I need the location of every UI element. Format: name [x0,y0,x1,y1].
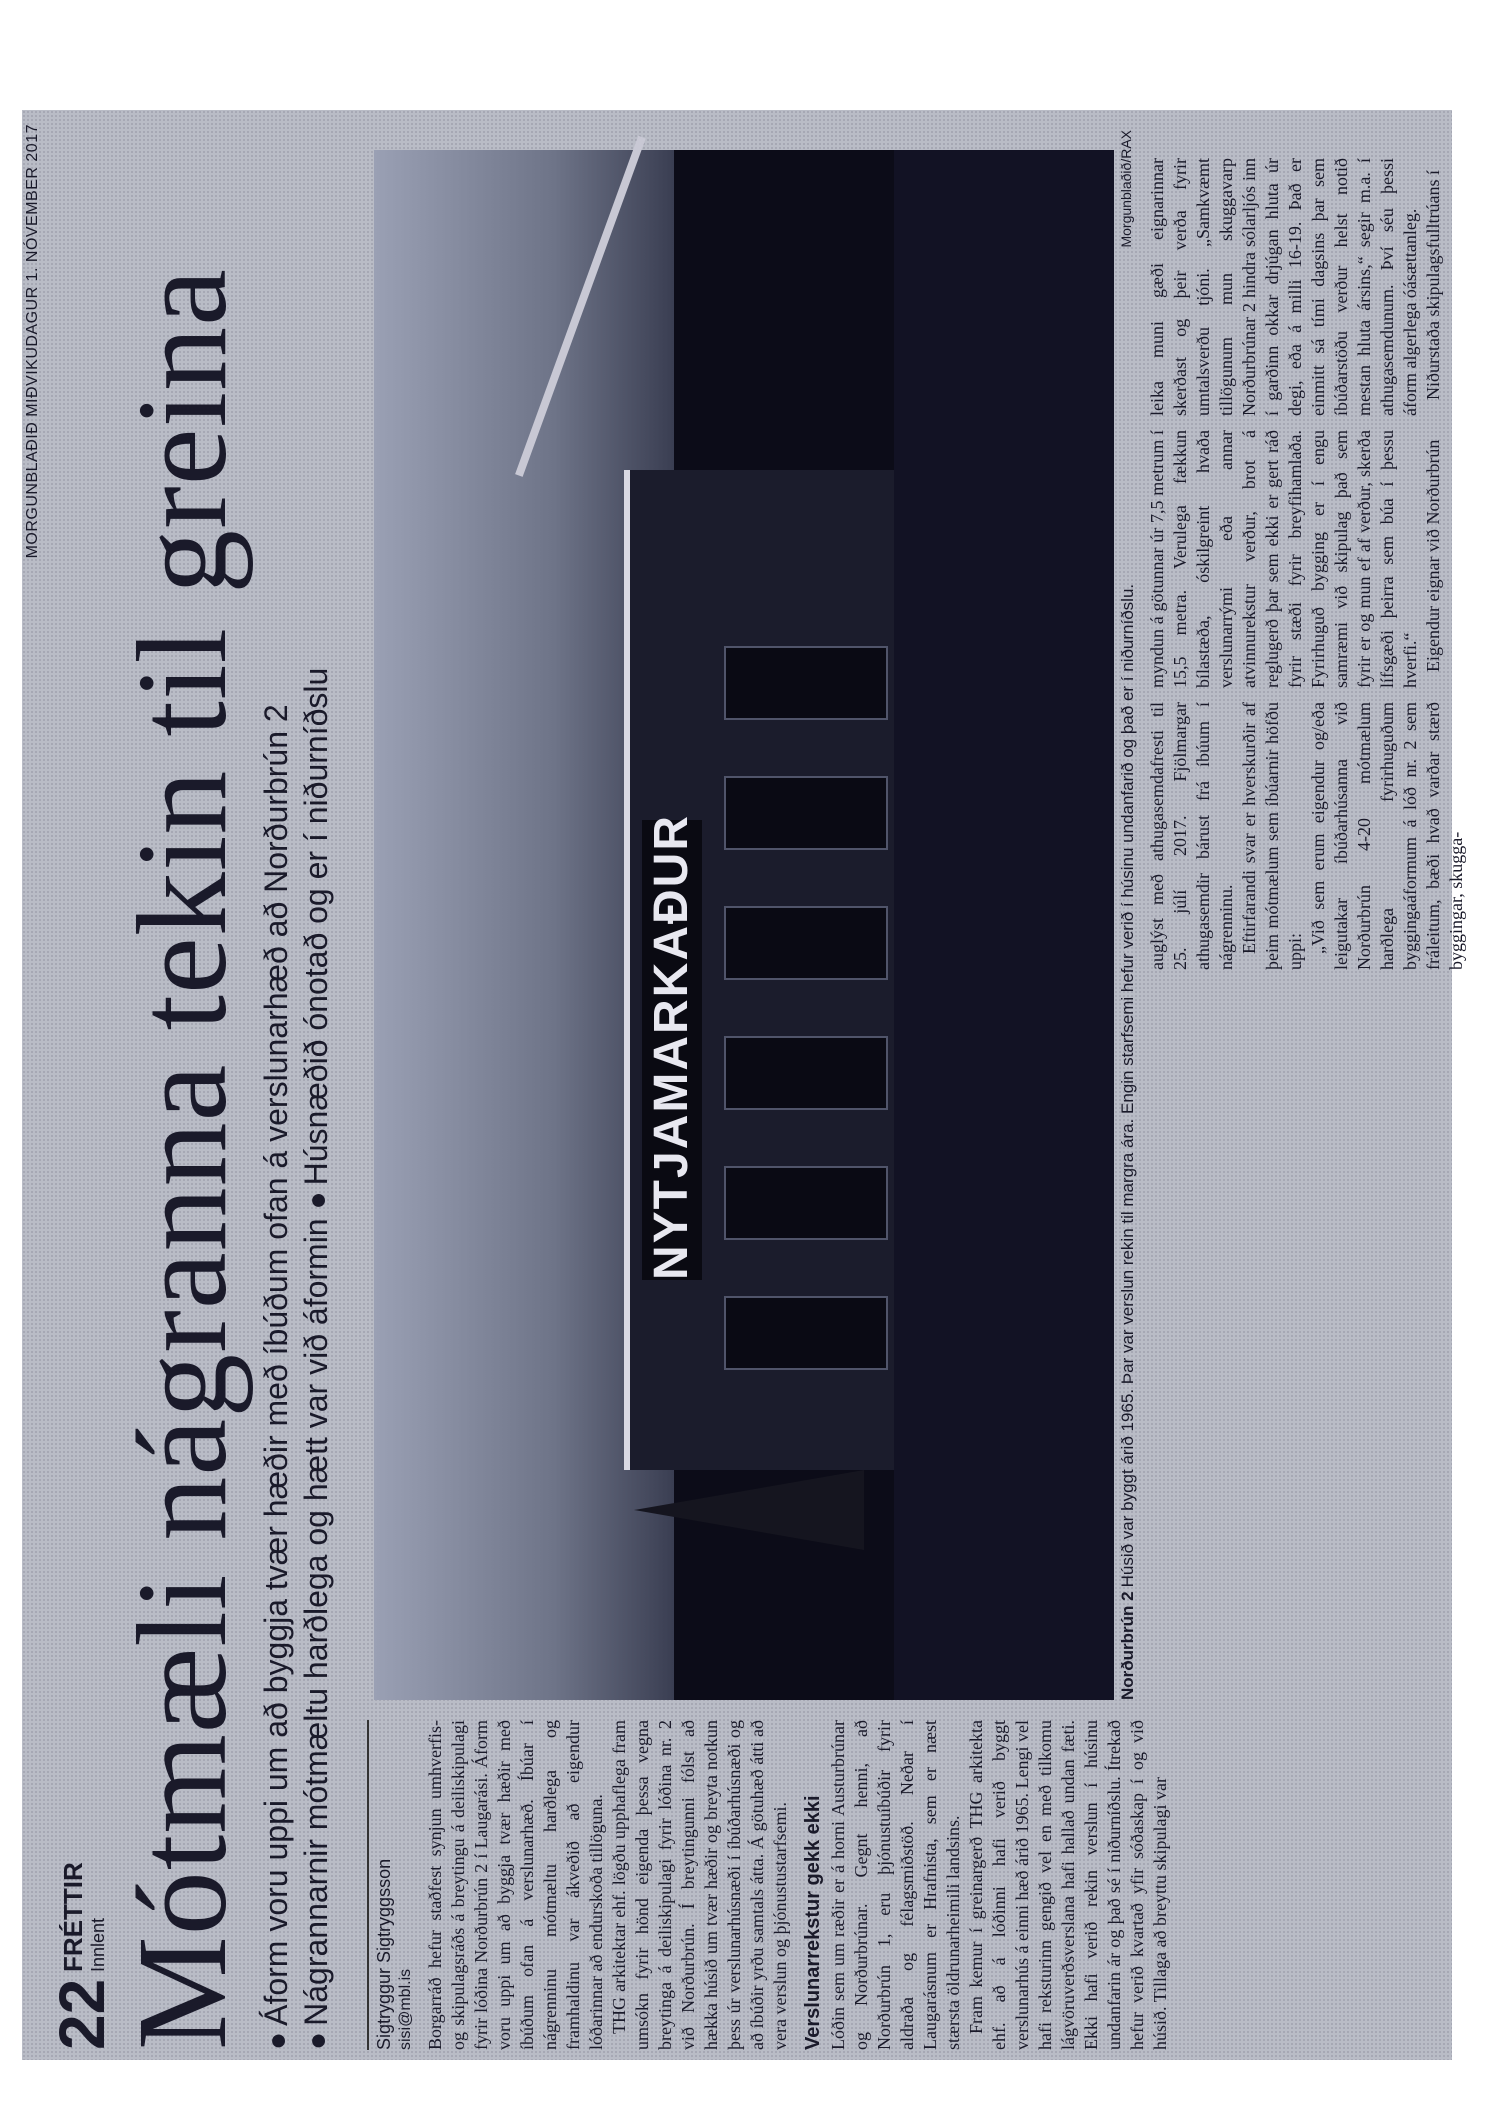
article-photo [374,150,1114,1700]
deck-line-1 [258,150,295,2050]
body-column-1 [424,1720,1442,2050]
paragraph: Borgarráð hefur staðfest synjun umhverfis- og skipulagsráðs á breytingu á deiliskipulagi fyrir lóðina Norðurbrún 2 í Laugarási. Áform voru uppi um að byggja tvær hæðir með íbúðum ofan á verslunarhæð. Íbúar í nágrenninu mótmæltu harðlega og framhaldinu var ákveðið að eigendur lóðarinnar að endurskoða tillöguna. [425,1720,606,2050]
byline [374,1720,415,2050]
photo-window [724,1296,888,1370]
byline-rule [367,1720,369,2050]
caption-text: Húsið var byggt árið 1965. Þar var verslun rekin til margra ára. Engin starfsemi hefur verið í húsinu undanfarið og það er í niðurníðslu. [1118,583,1137,1588]
masthead: MORGUNBLAÐIÐ MIÐVIKUDAGUR 1. NÓVEMBER 2017 [24,124,41,559]
bullet-icon: ● [261,2031,294,2050]
paragraph: leika muni gæði eignarinnar skerðast og þeir verða fyrir umtalsverðu tjóni. „Samkvæmt tillögunum mun skuggavarp Norðurbrúnar 2 hindra sólarljós inn í garðinn okkar drjúgan hluta úr degi, eða á milli 16-19. Það er einmitt sá tími dagsins þar sem íbúðarstöðu verður helst notið mestan hluta ársins,“ segir m.a. í athugasemdunum. Því séu þessi áform algerlega óásættanleg. [1147,158,1420,416]
subsection-label: Innlent [88,1917,108,1972]
photo-window [724,1166,888,1240]
photo-window [724,776,888,850]
headline: Mótmæli nágranna tekin til greina [111,268,253,2050]
body-column-3 [1146,430,1446,688]
paragraph: auglýst með athugasemdafresti til 25. júlí 2017. Fjölmargar athugasemdir bárust frá íbúum í nágrenninu. [1147,702,1236,970]
deck-text-3: Húsnæðið ónotað og er í niðurníðslu [298,667,334,1186]
body-column-4 [1146,158,1446,416]
bullet-icon: ● [301,2031,334,2050]
paragraph: myndun á götunnar úr 7,5 metrum í 15,5 metra. Verulega fækkun bílastæða, óskilgreint hvaða verslunarrými eða annar atvinnurekstur verður, brot á reglugerð þar sem ekki er gert ráð fyrir stæði fyrir breyfihamlaða. Fyrirhuguð bygging er í engu samræmi við skipulag það sem fyrir er og mun ef af verður, skerða lífsgæði þeirra sem búa í þessu hverfi.“ [1147,430,1420,688]
paragraph: „Við sem erum eigendur og/eða leigutakar íbúðarhúsanna við Norðurbrún 4-20 mótmælum harðlega fyrirhuguðum byggingaáformum á lóð nr. 2 sem fráleitum, bæði hvað varðar stærð byggingar, skugga- [1308,702,1466,970]
paragraph: Lóðin sem um ræðir er á horni Austurbrúnar og Norðurbrúnar. Gegnt henni, að Norðurbrún 1, eru þjónustuíbúðir fyrir aldraða og félagsmiðstöð. Neðar í Laugarásnum er Hrafnista, sem er næst stærsta öldrunarheimili landsins. [828,1720,963,2050]
photo-window [724,646,888,720]
rotated-article [22,110,1466,2060]
photo-ground [894,150,1114,1700]
photo-caption [1118,220,1138,1700]
building-sign: NYTJAMARKAÐUR [642,820,702,1280]
section-label: FRÉTTIR [58,1862,88,1972]
photo-window [724,906,888,980]
byline-name: Sigtryggur Sigtryggsson [374,1858,394,2050]
byline-email: sisi@mbl.is [396,1968,414,2050]
photo-credit: Morgunblaðið/RAX [1118,130,1134,248]
paragraph: Eigendur eignar við Norðurbrún [1423,439,1443,672]
photo-tree [634,1470,864,1550]
paragraph: Niðurstaða skipulagsfulltrúans í [1423,170,1443,400]
subheading: Verslunarrekstur gekk ekki [802,1795,824,2050]
bullet-icon: ● [301,1191,334,1210]
paragraph: Eftirfarandi svar er hverskurðir af þeim mótmælum sem íbúarnir höfðu uppi: [1239,702,1305,970]
body-column-2 [1146,702,1466,970]
paragraph: Fram kemur í greinargerð THG arkitekta ehf. að á lóðinni hafi verið byggt verslunarhús á einni hæð árið 1965. Lengi vel hafi reksturinn gengið vel en með tilkomu lágvöruverðsverslana hafi hallað undan fæti. Ekki hafi verið rekin verslun í húsinu undanfarin ár og það sé í niðurníðslu. Ítrekað hefur verið kvartað yfir sóðaskap í og við húsið. Tillaga að breyttu skipulagi var [966,1720,1170,2050]
paragraph: THG arkitektar ehf. lögðu upphaflega fram umsókn fyrir hönd eigenda þessa vegna breytinga á deiliskipulagi fyrir lóðina nr. 2 við Norðurbrún. Í breytingunni fólst að hækka húsið um tvær hæðir og breyta notkun þess úr verslunarhúsnæði í íbúðarhúsnæði og að íbúðir yrðu samtals átta. Á götuhæð átti að vera verslun og þjónustustarfsemi. [609,1720,790,2050]
page-number: 22 [46,1978,118,2050]
photo-window [724,1036,888,1110]
deck-text-1: Áform voru uppi um að byggja tvær hæðir með íbúðum ofan á verslunarhæð að Norðurbrún 2 [258,704,294,2026]
deck-line-2 [298,150,335,2050]
caption-lead: Norðurbrún 2 [1118,1591,1137,1700]
deck-text-2: Nágrannarnir mótmæltu harðlega og hætt var við áformin [298,1218,334,2026]
